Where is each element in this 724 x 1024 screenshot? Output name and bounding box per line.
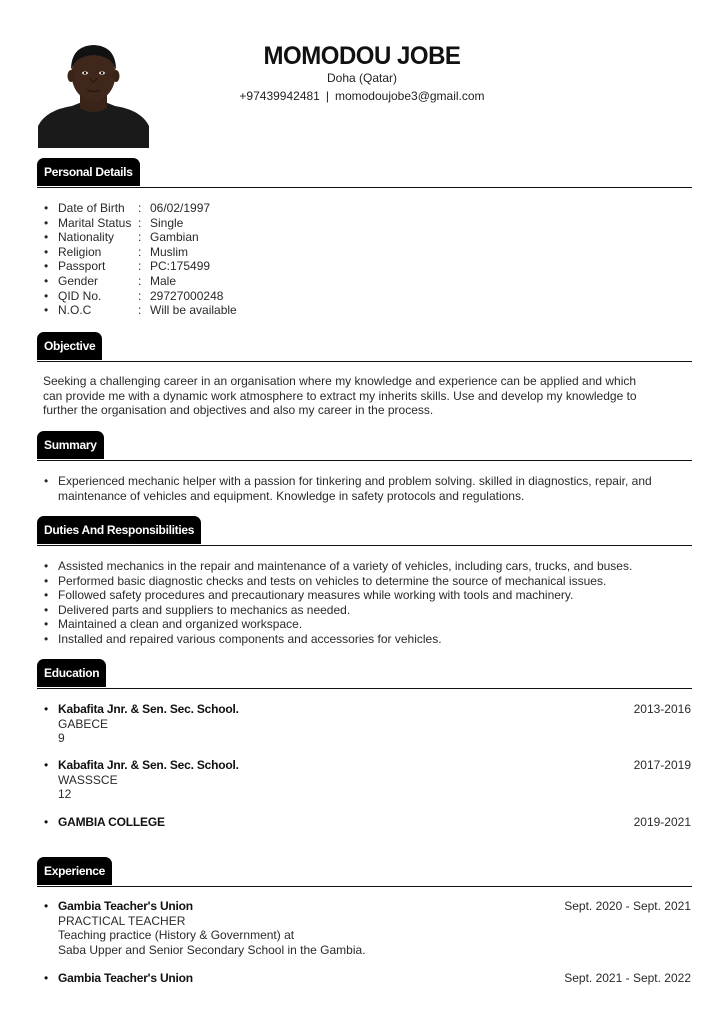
section-divider	[37, 361, 692, 362]
email-address: momodoujobe3@gmail.com	[334, 89, 485, 103]
detail-label: Marital Status	[58, 215, 132, 230]
duty-item: • Performed basic diagnostic checks and tests on vehicles to determine the source of mechanical issues.	[44, 574, 632, 589]
personal-detail-item	[44, 259, 237, 274]
personal-detail-item	[44, 201, 237, 216]
section-divider	[37, 187, 692, 188]
detail-colon: :	[138, 230, 142, 245]
grade: 12	[58, 787, 72, 802]
section-divider	[37, 460, 692, 461]
qualification: GABECE	[58, 716, 109, 731]
personal-detail-item	[44, 245, 237, 260]
education-entry	[44, 758, 691, 802]
detail-colon: :	[138, 244, 142, 259]
detail-label: Gender	[58, 273, 99, 288]
detail-colon: :	[138, 259, 142, 274]
duty-item: • Installed and repaired various components and accessories for vehicles.	[44, 632, 632, 647]
education-dates: 2017-2019	[633, 758, 691, 772]
section-divider	[37, 886, 692, 887]
summary-line: maintenance of vehicles and equipment. Knowledge in safety protocols and regulations.	[58, 488, 525, 503]
detail-value: Muslim	[150, 244, 188, 259]
detail-value: Single	[150, 215, 184, 230]
personal-details-list	[44, 201, 237, 318]
job-description: Saba Upper and Senior Secondary School in the Gambia.	[58, 942, 366, 957]
education-entry	[44, 702, 691, 746]
duty-item: • Assisted mechanics in the repair and maintenance of a variety of vehicles, including cars, trucks, and buses.	[44, 559, 632, 574]
phone-number: +97439942481	[239, 89, 320, 103]
section-divider	[37, 545, 692, 546]
detail-label: N.O.C	[58, 303, 92, 318]
summary-item	[44, 474, 652, 503]
detail-colon: :	[138, 303, 142, 318]
detail-value: 06/02/1997	[150, 201, 211, 215]
detail-value: Gambian	[150, 230, 199, 245]
job-role: PRACTICAL TEACHER	[58, 913, 186, 928]
candidate-name: MOMODOU JOBE	[263, 42, 461, 70]
section-title: Education	[37, 659, 106, 687]
objective-line: can provide me with a dynamic work atmosphere to extract my inherits skills. Use and develop my knowledge to	[43, 388, 637, 403]
section-divider	[37, 688, 692, 689]
job-description: Teaching practice (History & Government) at	[58, 928, 295, 943]
contact-separator: |	[325, 89, 329, 103]
experience-dates: Sept. 2020 - Sept. 2021	[564, 899, 691, 913]
duty-item: • Delivered parts and suppliers to mechanics as needed.	[44, 603, 632, 618]
duty-item: • Maintained a clean and organized workspace.	[44, 617, 632, 632]
objective-heading	[37, 332, 692, 362]
summary-line: • Experienced mechanic helper with a passion for tinkering and problem solving. skilled in diagnostics, repair, and	[58, 474, 652, 488]
education-entry	[44, 815, 691, 830]
detail-value: Male	[150, 273, 177, 288]
detail-label: QID No.	[58, 288, 102, 303]
personal-details-heading	[37, 158, 692, 188]
section-title: Objective	[37, 332, 102, 360]
employer-name: • Gambia Teacher's Union	[44, 971, 691, 986]
section-title: Summary	[37, 431, 104, 459]
personal-detail-item	[44, 303, 237, 318]
personal-detail-item	[44, 274, 237, 289]
experience-entry	[44, 971, 691, 986]
experience-entry	[44, 899, 691, 957]
contact-line	[0, 89, 724, 103]
education-heading	[37, 659, 692, 689]
duty-item: • Followed safety procedures and precautionary measures while working with tools and machinery.	[44, 588, 632, 603]
qualification: WASSSCE	[58, 772, 118, 787]
personal-detail-item	[44, 289, 237, 304]
detail-colon: :	[138, 273, 142, 288]
detail-colon: :	[138, 201, 142, 215]
experience-dates: Sept. 2021 - Sept. 2022	[564, 971, 691, 985]
detail-colon: :	[138, 288, 142, 303]
education-dates: 2019-2021	[633, 815, 691, 829]
personal-detail-item	[44, 216, 237, 231]
duties-heading	[37, 516, 692, 546]
detail-value: 29727000248	[150, 288, 224, 303]
detail-label: Passport	[58, 259, 106, 274]
candidate-location: Doha (Qatar)	[326, 71, 398, 85]
section-title: Duties And Responsibilities	[37, 516, 201, 544]
section-title: Personal Details	[37, 158, 140, 186]
section-title: Experience	[37, 857, 112, 885]
detail-label: Nationality	[58, 230, 115, 245]
detail-label: Date of Birth	[58, 201, 125, 215]
detail-value: PC:175499	[150, 259, 211, 274]
objective-line: further the organisation and objectives and also my career in the process.	[43, 403, 434, 418]
detail-label: Religion	[58, 244, 102, 259]
school-name: • Kabafita Jnr. & Sen. Sec. School.	[44, 758, 691, 773]
employer-name: • Gambia Teacher's Union	[44, 899, 691, 914]
personal-detail-item	[44, 230, 237, 245]
objective-line: Seeking a challenging career in an organisation where my knowledge and experience can be applied and which	[43, 374, 637, 388]
education-dates: 2013-2016	[633, 702, 691, 716]
summary-list	[44, 474, 652, 503]
grade: 9	[58, 731, 65, 746]
duties-list	[44, 559, 632, 647]
summary-heading	[37, 431, 692, 461]
objective-text	[43, 374, 683, 418]
experience-heading	[37, 857, 692, 887]
detail-value: Will be available	[150, 303, 237, 318]
school-name: • Kabafita Jnr. & Sen. Sec. School.	[44, 702, 691, 717]
detail-colon: :	[138, 215, 142, 230]
school-name: • GAMBIA COLLEGE	[44, 815, 691, 830]
